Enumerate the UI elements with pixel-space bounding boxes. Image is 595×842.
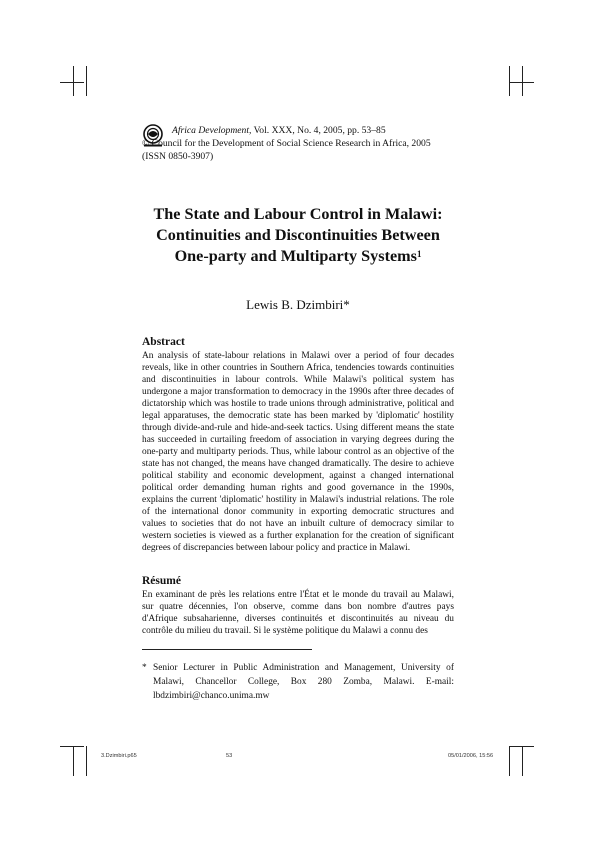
slug-datetime: 05/01/2006, 15:56 <box>448 753 494 759</box>
citation: Vol. XXX, No. 4, 2005, pp. 53–85 <box>251 125 386 136</box>
crop-mark <box>509 66 510 96</box>
crop-mark <box>510 746 534 747</box>
journal-header <box>142 124 462 163</box>
crop-mark <box>73 746 74 776</box>
slug-filename: 3.Dzimbiri.p65 <box>101 753 137 759</box>
crop-mark <box>86 66 87 96</box>
title-footnote-ref: 1 <box>416 249 422 259</box>
copyright: © Council for the Development of Social Science Research in Africa, 2005 <box>142 138 431 149</box>
slug-page: 53 <box>226 753 233 759</box>
footnote-rule <box>142 649 312 650</box>
author-name: Lewis B. Dzimbiri* <box>246 297 350 312</box>
crop-mark <box>73 66 74 96</box>
crop-mark <box>509 746 510 776</box>
crop-mark <box>86 746 87 776</box>
crop-mark <box>510 82 534 83</box>
title-line: One-party and Multiparty Systems <box>174 247 417 265</box>
crop-mark <box>60 746 84 747</box>
crop-mark <box>522 746 523 776</box>
resume-heading: Résumé <box>142 575 181 587</box>
footnote-mark: * <box>142 663 147 673</box>
crop-mark <box>60 82 84 83</box>
issn: (ISSN 0850-3907) <box>142 151 214 162</box>
abstract-heading: Abstract <box>142 336 185 348</box>
article-title <box>142 204 454 267</box>
title-line: Continuities and Discontinuities Between <box>156 226 440 244</box>
journal-name: Africa Development, <box>172 125 252 136</box>
crop-mark <box>522 66 523 96</box>
footnote-text: Senior Lecturer in Public Administration and Management, University of Malawi, Chancellor College, Box 280 Zomba, Malawi. E-mail: lbdzimbiri@chanco.unima.mw <box>153 663 454 701</box>
title-line: The State and Labour Control in Malawi: <box>153 205 443 223</box>
author-footnote <box>142 661 454 703</box>
abstract-text: An analysis of state-labour relations in Malawi over a period of four decades reveals, like in other countries in Southern Africa, tendencies towards continuities and discontinuities in labour controls. While Malawi's political system has undergone a major transformation to democracy in the 1990s after three decades of dictatorship which was hostile to trade unions through administrative, political and legal apparatuses, the democratic state has been marked by 'diplomatic' hostility through divide-and-rule and hide-and-seek tactics. Using different means the state has succeeded in curtailing freedom of association in varying degrees during the one-party and multiparty periods. Thus, while labour control as an objective of the state has not changed, the means have changed dramatically. The desire to achieve political stability and economic development, against a changed international political order demanding human rights and good governance in the 1990s, explains the current 'diplomatic' hostility in Malawi's industrial relations. The role of the international donor community in exporting democratic structures and values to societies that do not have an inbuilt culture of democracy similar to western societies is viewed as a further explanation for the creation of significant degrees of discrepancies between labour policy and practice in Malawi. <box>142 351 454 553</box>
resume-text: En examinant de près les relations entre l'État et le monde du travail au Malawi, sur quatre décennies, l'on observe, comme dans bon nombre d'autres pays d'Afrique subsaharienne, diverses continuités et discontinuités au niveau du contrôle du milieu du travail. Si le système politique du Malawi a connu des <box>142 590 454 636</box>
